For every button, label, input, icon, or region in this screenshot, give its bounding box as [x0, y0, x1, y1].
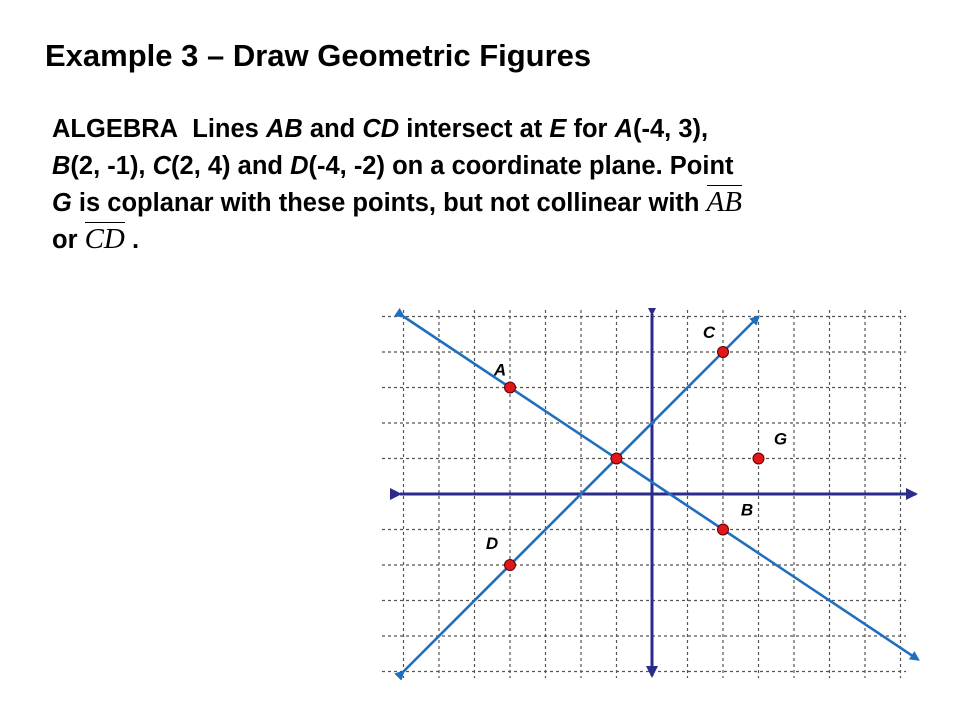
point-d: [505, 560, 516, 571]
label-point-g: G: [773, 429, 788, 449]
problem-line-4: [52, 222, 932, 259]
line-ab-name: AB: [265, 115, 303, 143]
point-d-name: D: [290, 152, 309, 180]
coordinate-plane: [380, 308, 920, 680]
point-a-coords: (-4, 3),: [633, 115, 709, 143]
problem-line-1: [52, 111, 932, 148]
point-c-coords: (2, 4) and: [171, 152, 291, 180]
point-c-name: C: [152, 152, 172, 180]
problem-text: for: [566, 115, 615, 143]
point-e-name: E: [549, 115, 567, 143]
point-c: [718, 347, 729, 358]
problem-text: or: [52, 226, 85, 254]
point-d-coords: (-4, -2) on a coordinate plane. Point: [308, 152, 734, 180]
segment-cd-label: CD: [84, 223, 125, 255]
point-b-coords: (2, -1),: [70, 152, 153, 180]
problem-text: is coplanar with these points, but not collinear with: [71, 189, 707, 217]
problem-line-2: [52, 148, 932, 185]
point-b: [718, 524, 729, 535]
point-a-name: A: [614, 115, 633, 143]
point-intersection: [611, 453, 622, 464]
segment-cd-notation: [85, 222, 125, 254]
point-g: [753, 453, 764, 464]
problem-statement: [52, 111, 932, 259]
label-point-a: A: [493, 360, 507, 380]
segment-ab-label: AB: [706, 186, 743, 218]
segment-bar: [707, 185, 742, 186]
line-ab: [404, 317, 919, 660]
slide-title: Example 3 – Draw Geometric Figures: [45, 38, 592, 73]
problem-text: Lines: [192, 115, 266, 143]
algebra-label: ALGEBRA: [52, 115, 179, 143]
problem-text: and: [302, 115, 363, 143]
axes: [400, 314, 916, 676]
point-a: [505, 382, 516, 393]
problem-text: intersect at: [399, 115, 550, 143]
segment-ab-notation: [707, 185, 742, 217]
point-b-name: B: [52, 152, 71, 180]
point-g-name: G: [52, 189, 72, 217]
label-point-c: C: [702, 323, 716, 342]
segment-bar: [85, 222, 125, 223]
line-cd-name: CD: [362, 115, 400, 143]
label-point-b: B: [740, 500, 754, 520]
label-point-d: D: [485, 534, 499, 553]
problem-line-3: [52, 185, 932, 222]
problem-text: .: [131, 226, 140, 254]
